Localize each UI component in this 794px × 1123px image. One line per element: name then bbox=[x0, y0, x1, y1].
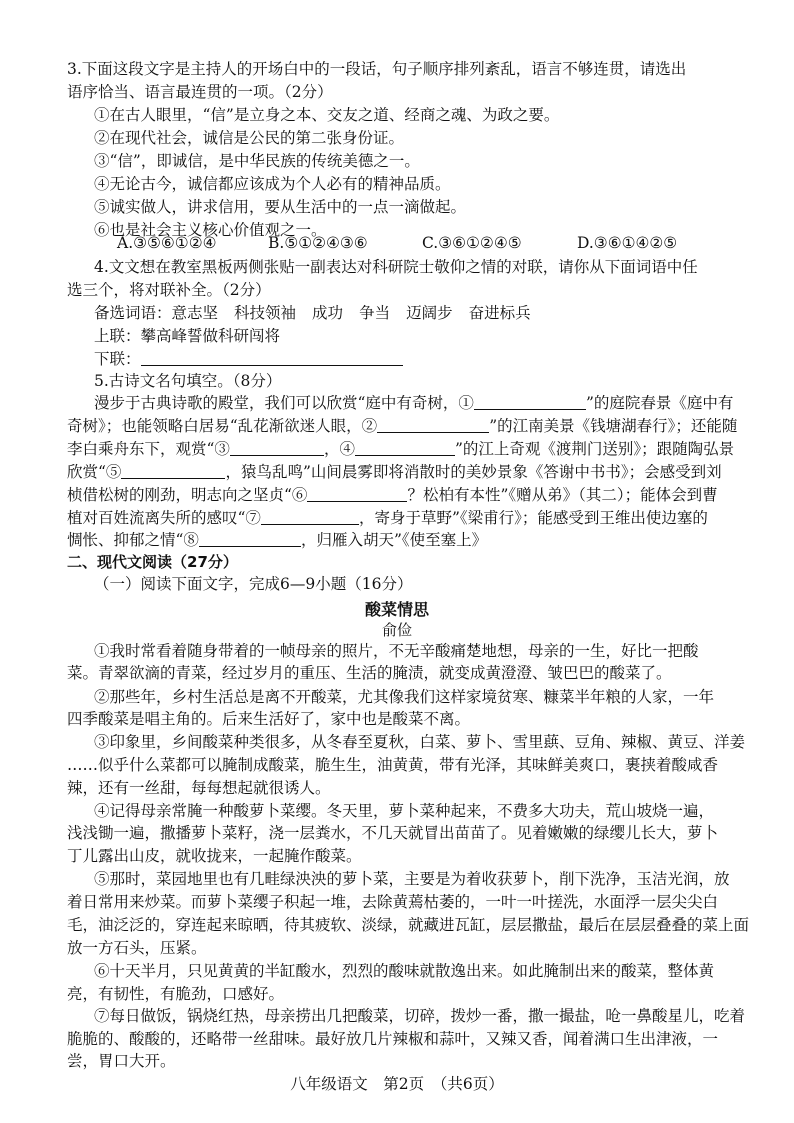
q4-stem-line1: 4.文文想在教室黑板两侧张贴一副表达对科研院士敬仰之情的对联，请你从下面词语中任 bbox=[94, 258, 698, 276]
article-p4-line2: 浅浅锄一遍，撒播萝卜菜籽，浇一层粪水，不几天就冒出苗苗了。见着嫩嫩的绿缨儿长大，萝卜 bbox=[67, 824, 719, 842]
q4-word-5[interactable]: 迈阔步 bbox=[406, 304, 453, 322]
article-p4-line3: 丁儿露出山皮，就收拢来，一起腌作酸菜。 bbox=[67, 847, 362, 865]
q3-option-c[interactable]: C.③⑥①②④⑤ bbox=[422, 234, 522, 252]
q5-blank-8[interactable] bbox=[199, 531, 301, 547]
q5-line1-text-a: 漫步于古典诗歌的殿堂，我们可以欣赏“庭中有奇树，① bbox=[94, 394, 474, 412]
q3-sentence-6: ⑥也是社会主义核心价值观之一。 bbox=[94, 221, 327, 239]
article-p3-line3: 辣，还有一丝甜，每每想起就很诱人。 bbox=[67, 779, 331, 797]
q5-line5-text-b: ？松柏有本性”《赠从弟》（其二）；能体会到曹 bbox=[407, 486, 718, 504]
article-p3-line1: ③印象里，乡间酸菜种类很多，从冬春至夏秋，白菜、萝卜、雪里蕻、豆角、辣椒、黄豆、洋姜 bbox=[94, 733, 746, 751]
q5-blank-1[interactable] bbox=[474, 394, 586, 410]
q5-blank-3[interactable] bbox=[230, 440, 324, 456]
q3-option-d[interactable]: D.③⑥①④②⑤ bbox=[577, 234, 678, 252]
q5-line5-text-a: 桢借松树的刚劲，明志向之坚贞“⑥ bbox=[67, 486, 308, 504]
article-p1-line2: 菜。青翠欲滴的青菜，经过岁月的重压、生活的腌渍，就变成黄澄澄、皱巴巴的酸菜了。 bbox=[67, 664, 672, 682]
q3-sentence-1: ①在古人眼里，“信”是立身之本、交友之道、经商之魂、为政之要。 bbox=[94, 106, 560, 124]
q3-sentence-4: ④无论古今，诚信都应该成为个人必有的精神品质。 bbox=[94, 175, 451, 193]
q3-sentence-3: ③“信”，即诚信，是中华民族的传统美德之一。 bbox=[94, 152, 420, 170]
q5-line7-text-a: 惆怅、抑郁之情“⑧ bbox=[67, 531, 199, 549]
q3-stem-line1: 3.下面这段文字是主持人的开场白中的一段话，句子顺序排列紊乱，语言不够连贯，请选出 bbox=[67, 60, 687, 78]
section2-heading: 二、现代文阅读（27分） bbox=[67, 553, 238, 571]
article-p2-line2: 四季酸菜是唱主角的。后来生活好了，家中也是酸菜不离。 bbox=[67, 710, 471, 728]
page-footer: 八年级语文 第2页 （共6页） bbox=[290, 1075, 504, 1093]
q5-line7 bbox=[67, 529, 487, 551]
article-p1-line1: ①我时常看着随身带着的一帧母亲的照片，不无辛酸痛楚地想，母亲的一生，好比一把酸 bbox=[94, 642, 699, 660]
article-title: 酸菜情思 bbox=[364, 600, 429, 619]
article-p4-line1: ④记得母亲常腌一种酸萝卜菜缨。冬天里，萝卜菜种起来，不费多大功夫，荒山坡烧一遍， bbox=[94, 802, 715, 820]
q5-line5 bbox=[67, 484, 718, 506]
q5-line2-text-b: ”的江南美景《钱塘湖春行》；还能随 bbox=[489, 417, 738, 435]
q5-line3 bbox=[67, 438, 734, 460]
q5-blank-6[interactable] bbox=[307, 486, 407, 502]
q5-line4-text-b: ，猿鸟乱鸣”山间晨雾即将消散时的美妙景象《答谢中书书》；会感受到刘 bbox=[225, 463, 722, 481]
article-p2-line1: ②那些年，乡村生活总是离不开酸菜，尤其像我们这样家境贫寒、糠菜半年粮的人家，一年 bbox=[94, 688, 715, 706]
q4-stem-line2: 选三个，将对联补全。（2分） bbox=[67, 281, 271, 299]
section2-subheading: （一）阅读下面文字，完成6—9小题（16分） bbox=[94, 575, 413, 593]
q4-word-2[interactable]: 科技领袖 bbox=[234, 304, 297, 322]
q5-line6 bbox=[67, 507, 708, 529]
q3-option-a[interactable]: A.③⑤⑥①②④ bbox=[117, 234, 217, 252]
q3-sentence-5: ⑤诚实做人，讲求信用，要从生活中的一点一滴做起。 bbox=[94, 198, 467, 216]
article-p5-line1: ⑤那时，菜园地里也有几畦绿泱泱的萝卜菜，主要是为着收获萝卜，削下洗净，玉洁光润，放 bbox=[94, 870, 730, 888]
q4-lower-couplet bbox=[94, 348, 403, 370]
q5-line1 bbox=[94, 392, 733, 414]
q5-blank-7[interactable] bbox=[261, 509, 359, 525]
article-p7-line3: 尝，胃口大开。 bbox=[67, 1052, 176, 1070]
q3-option-b[interactable]: B.⑤①②④③⑥ bbox=[268, 234, 368, 252]
article-p7-line1: ⑦每日做饭，锅烧红热，母亲捞出几把酸菜，切碎，拨炒一番，撒一撮盐，呛一鼻酸星儿，吃着 bbox=[94, 1007, 746, 1025]
article-p6-line2: 亮，有韧性，有脆劲，口感好。 bbox=[67, 985, 285, 1003]
article-p5-line3: 毛，油泛泛的，穿连起来晾晒，待其疲软、淡绿，就藏进瓦缸，层层撒盐，最后在层层叠叠的菜上面 bbox=[67, 916, 750, 934]
q5-stem: 5.古诗文名句填空。（8分） bbox=[94, 372, 282, 390]
article-p7-line2: 脆脆的、酸酸的，还略带一丝甜味。最好放几片辣椒和蒜叶，又辣又香，闻着满口生出津液，一 bbox=[67, 1030, 719, 1048]
q4-lower-blank[interactable] bbox=[141, 350, 403, 366]
q5-blank-5[interactable] bbox=[121, 463, 225, 479]
q4-lower-label: 下联： bbox=[94, 350, 141, 368]
q5-line4-text-a: 欣赏“⑤ bbox=[67, 463, 122, 481]
q4-words-label: 备选词语： bbox=[94, 304, 172, 322]
q5-blank-4[interactable] bbox=[355, 440, 455, 456]
q4-word-4[interactable]: 争当 bbox=[359, 304, 391, 322]
q5-line2 bbox=[67, 415, 737, 437]
q5-blank-2[interactable] bbox=[377, 417, 489, 433]
q5-line4 bbox=[67, 461, 722, 483]
q5-line1-text-b: ”的庭院春景《庭中有 bbox=[585, 394, 734, 412]
q3-stem-line2: 语序恰当、语言最连贯的一项。（2分） bbox=[67, 83, 333, 101]
q5-line3-text-c: ”的江上奇观《渡荆门送别》；跟随陶弘景 bbox=[454, 440, 735, 458]
q4-word-6[interactable]: 奋进标兵 bbox=[468, 304, 531, 322]
q4-word-3[interactable]: 成功 bbox=[312, 304, 344, 322]
q5-line6-text-a: 植对百姓流离失所的感叹“⑦ bbox=[67, 509, 261, 527]
q5-line7-text-b: ，归雁入胡天”《使至塞上》 bbox=[300, 531, 488, 549]
q5-line3-text-b: ，④ bbox=[323, 440, 355, 458]
q5-line3-text-a: 李白乘舟东下，观赏“③ bbox=[67, 440, 230, 458]
article-author: 俞俭 bbox=[381, 621, 412, 639]
q3-sentence-2: ②在现代社会，诚信是公民的第二张身份证。 bbox=[94, 129, 405, 147]
article-p5-line4: 放一方石头，压紧。 bbox=[67, 939, 207, 957]
article-p5-line2: 着日常用来炒菜。而萝卜菜缨子积起一堆，去除黄蔫枯萎的，一叶一叶搓洗，水面浮一层尖尖白 bbox=[67, 893, 719, 911]
q4-word-bank bbox=[94, 302, 547, 324]
q4-upper-couplet: 上联：攀高峰誓做科研闯将 bbox=[94, 327, 281, 345]
article-p3-line2: ……似乎什么菜都可以腌制成酸菜，脆生生，油黄黄，带有光泽，其味鲜美爽口，裹挟着酸咸香 bbox=[67, 756, 719, 774]
q5-line2-text-a: 奇树》；也能领略白居易“乱花渐欲迷人眼，② bbox=[67, 417, 378, 435]
article-p6-line1: ⑥十天半月，只见黄黄的半缸酸水，烈烈的酸味就散逸出来。如此腌制出来的酸菜，整体黄 bbox=[94, 962, 715, 980]
q5-line6-text-b: ，寄身于草野”《梁甫行》；能感受到王维出使边塞的 bbox=[358, 509, 708, 527]
q4-word-1[interactable]: 意志坚 bbox=[171, 304, 219, 322]
